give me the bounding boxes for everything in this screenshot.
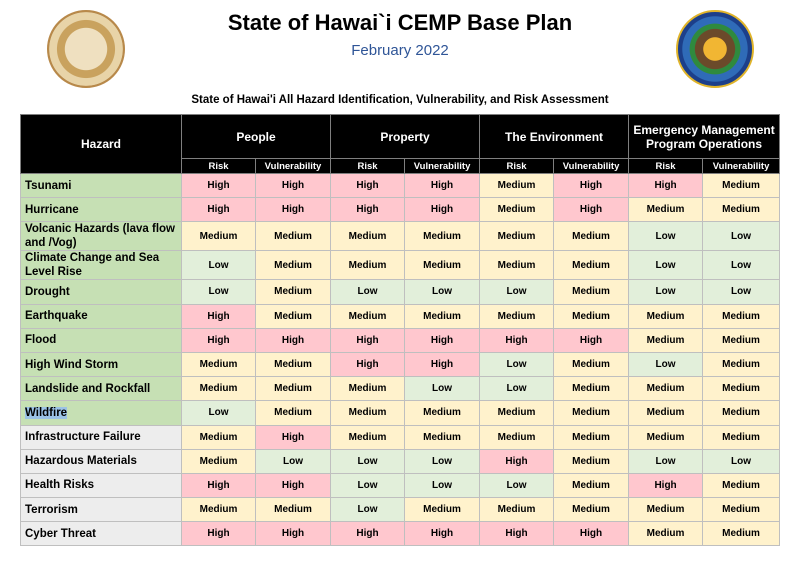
rating-cell: Medium	[256, 401, 331, 425]
hazard-name-cell	[21, 449, 182, 473]
table-row	[21, 280, 780, 304]
rating-cell: High	[182, 174, 256, 198]
rating-cell: High	[480, 522, 554, 546]
hazard-name: Landslide and Rockfall	[25, 382, 151, 395]
hazard-name: Infrastructure Failure	[25, 431, 141, 444]
rating-cell: Low	[480, 352, 554, 376]
rating-cell: Medium	[256, 304, 331, 328]
table-row	[21, 449, 780, 473]
rating-cell: Medium	[331, 401, 405, 425]
rating-cell: Low	[703, 222, 780, 251]
rating-cell: Low	[331, 473, 405, 497]
rating-cell: Medium	[405, 401, 480, 425]
rating-cell: Medium	[256, 498, 331, 522]
hazard-name-cell	[21, 174, 182, 198]
table-row	[21, 174, 780, 198]
rating-cell: High	[331, 174, 405, 198]
rating-cell: Medium	[331, 377, 405, 401]
rating-cell: Medium	[182, 498, 256, 522]
hazard-name-cell	[21, 425, 182, 449]
rating-cell: Medium	[256, 352, 331, 376]
hazard-name: Health Risks	[25, 479, 95, 492]
hazard-name-cell	[21, 222, 182, 251]
table-row	[21, 198, 780, 222]
rating-cell: High	[405, 328, 480, 352]
rating-cell: Low	[480, 377, 554, 401]
rating-cell: Medium	[480, 174, 554, 198]
rating-cell: High	[554, 328, 629, 352]
rating-cell: Medium	[331, 251, 405, 280]
hazard-name-cell	[21, 401, 182, 425]
hazard-name-cell	[21, 198, 182, 222]
rating-cell: Low	[405, 280, 480, 304]
rating-cell: Medium	[182, 222, 256, 251]
rating-cell: Medium	[554, 352, 629, 376]
rating-cell: Low	[629, 352, 703, 376]
group-header-property: Property	[331, 115, 480, 159]
hazard-name-cell	[21, 473, 182, 497]
hazard-name: Volcanic Hazards (lava flow and /Vog)	[25, 223, 175, 250]
rating-cell: Medium	[182, 449, 256, 473]
rating-cell: Medium	[629, 522, 703, 546]
rating-cell: Medium	[405, 251, 480, 280]
sub-header-risk: Risk	[331, 159, 405, 174]
rating-cell: High	[480, 328, 554, 352]
table-row	[21, 251, 780, 280]
rating-cell: Low	[629, 280, 703, 304]
rating-cell: Medium	[405, 222, 480, 251]
rating-cell: High	[256, 328, 331, 352]
rating-cell: High	[256, 425, 331, 449]
rating-cell: High	[405, 352, 480, 376]
rating-cell: Low	[405, 473, 480, 497]
rating-cell: Medium	[703, 174, 780, 198]
rating-cell: Low	[480, 280, 554, 304]
rating-cell: Medium	[480, 222, 554, 251]
rating-cell: Medium	[480, 304, 554, 328]
rating-cell: Low	[182, 280, 256, 304]
hazard-header: Hazard	[21, 115, 182, 174]
sub-header-risk: Risk	[629, 159, 703, 174]
rating-cell: Low	[182, 251, 256, 280]
rating-cell: Medium	[480, 251, 554, 280]
rating-cell: Medium	[703, 401, 780, 425]
rating-cell: High	[480, 449, 554, 473]
table-row	[21, 304, 780, 328]
rating-cell: Medium	[629, 377, 703, 401]
rating-cell: Medium	[331, 425, 405, 449]
rating-cell: Low	[405, 377, 480, 401]
group-header-people: People	[182, 115, 331, 159]
rating-cell: Medium	[629, 401, 703, 425]
rating-cell: Medium	[629, 328, 703, 352]
rating-cell: Medium	[554, 280, 629, 304]
rating-cell: Medium	[480, 401, 554, 425]
table-row	[21, 401, 780, 425]
table-row	[21, 377, 780, 401]
rating-cell: High	[331, 352, 405, 376]
hazard-name-cell	[21, 304, 182, 328]
rating-cell: Medium	[703, 425, 780, 449]
rating-cell: Medium	[256, 222, 331, 251]
rating-cell: High	[256, 174, 331, 198]
rating-cell: High	[405, 174, 480, 198]
page-subtitle: February 2022	[351, 42, 449, 59]
rating-cell: Low	[331, 449, 405, 473]
rating-cell: Medium	[554, 473, 629, 497]
hazard-name: Flood	[25, 334, 57, 347]
rating-cell: Low	[703, 280, 780, 304]
rating-cell: Medium	[703, 522, 780, 546]
rating-cell: Medium	[554, 377, 629, 401]
rating-cell: Low	[405, 449, 480, 473]
rating-cell: High	[405, 522, 480, 546]
rating-cell: Medium	[703, 473, 780, 497]
rating-cell: High	[182, 522, 256, 546]
group-header-environment: The Environment	[480, 115, 629, 159]
rating-cell: Medium	[554, 425, 629, 449]
rating-cell: Medium	[182, 352, 256, 376]
table-row	[21, 352, 780, 376]
hazard-name: Cyber Threat	[25, 527, 96, 540]
rating-cell: Medium	[182, 377, 256, 401]
rating-cell: High	[629, 174, 703, 198]
rating-cell: High	[554, 198, 629, 222]
rating-cell: Medium	[554, 401, 629, 425]
rating-cell: High	[331, 198, 405, 222]
rating-cell: Medium	[703, 352, 780, 376]
rating-cell: Low	[629, 251, 703, 280]
rating-cell: Low	[629, 222, 703, 251]
table-row	[21, 425, 780, 449]
table-row	[21, 222, 780, 251]
rating-cell: High	[405, 198, 480, 222]
hazard-name: Wildfire	[25, 406, 68, 419]
group-header-em-operations: Emergency Management Program Operations	[629, 115, 780, 159]
sub-header-vulnerability: Vulnerability	[405, 159, 480, 174]
rating-cell: Medium	[331, 222, 405, 251]
rating-cell: Medium	[405, 304, 480, 328]
table-title: State of Hawai'i All Hazard Identification, Vulnerability, and Risk Assessment	[191, 94, 609, 106]
rating-cell: Low	[331, 280, 405, 304]
rating-cell: High	[182, 304, 256, 328]
rating-cell: Medium	[256, 251, 331, 280]
hazard-name-cell	[21, 352, 182, 376]
rating-cell: Medium	[629, 498, 703, 522]
rating-cell: High	[554, 174, 629, 198]
rating-cell: Medium	[182, 425, 256, 449]
rating-cell: Medium	[256, 280, 331, 304]
sub-header-risk: Risk	[480, 159, 554, 174]
sub-header-risk: Risk	[182, 159, 256, 174]
sub-header-vulnerability: Vulnerability	[256, 159, 331, 174]
page-title: State of Hawai`i CEMP Base Plan	[227, 10, 573, 35]
rating-cell: Low	[331, 498, 405, 522]
hazard-name-cell	[21, 377, 182, 401]
rating-cell: Medium	[554, 449, 629, 473]
hazard-name-cell	[21, 498, 182, 522]
rating-cell: Medium	[554, 222, 629, 251]
rating-cell: Medium	[554, 304, 629, 328]
rating-cell: Medium	[629, 425, 703, 449]
rating-cell: Medium	[480, 425, 554, 449]
hazard-name: Terrorism	[25, 503, 78, 516]
rating-cell: High	[331, 522, 405, 546]
hazard-name-cell	[21, 328, 182, 352]
rating-cell: Medium	[480, 198, 554, 222]
hazard-name: Earthquake	[25, 310, 88, 323]
hazard-name: Drought	[25, 285, 70, 298]
rating-cell: Medium	[331, 304, 405, 328]
rating-cell: Medium	[554, 498, 629, 522]
hazard-name-cell	[21, 280, 182, 304]
rating-cell: Medium	[703, 198, 780, 222]
sub-header-vulnerability: Vulnerability	[703, 159, 780, 174]
rating-cell: Medium	[703, 328, 780, 352]
rating-cell: High	[256, 473, 331, 497]
rating-cell: High	[182, 328, 256, 352]
rating-cell: High	[182, 473, 256, 497]
table-row	[21, 498, 780, 522]
rating-cell: Medium	[629, 304, 703, 328]
rating-cell: High	[331, 328, 405, 352]
rating-cell: Medium	[256, 377, 331, 401]
rating-cell: High	[182, 198, 256, 222]
rating-cell: Medium	[703, 304, 780, 328]
rating-cell: High	[554, 522, 629, 546]
hazard-name-cell	[21, 522, 182, 546]
rating-cell: Medium	[703, 498, 780, 522]
table-body	[21, 174, 780, 546]
rating-cell: Low	[480, 473, 554, 497]
table-row	[21, 522, 780, 546]
rating-cell: Medium	[480, 498, 554, 522]
rating-cell: Low	[703, 449, 780, 473]
rating-cell: Medium	[703, 377, 780, 401]
rating-cell: High	[256, 198, 331, 222]
rating-cell: Low	[703, 251, 780, 280]
rating-cell: High	[629, 473, 703, 497]
risk-assessment-table	[20, 114, 780, 546]
hazard-name: Hurricane	[25, 203, 79, 216]
rating-cell: Medium	[554, 251, 629, 280]
rating-cell: Low	[256, 449, 331, 473]
table-row	[21, 473, 780, 497]
table-row	[21, 328, 780, 352]
rating-cell: High	[256, 522, 331, 546]
sub-header-vulnerability: Vulnerability	[554, 159, 629, 174]
hazard-name-cell	[21, 251, 182, 280]
rating-cell: Medium	[629, 198, 703, 222]
hazard-name: High Wind Storm	[25, 358, 119, 371]
rating-cell: Medium	[405, 498, 480, 522]
hazard-name: Tsunami	[25, 179, 72, 192]
hazard-name: Climate Change and Sea Level Rise	[25, 252, 160, 279]
rating-cell: Medium	[405, 425, 480, 449]
rating-cell: Low	[629, 449, 703, 473]
rating-cell: Low	[182, 401, 256, 425]
hazard-name: Hazardous Materials	[25, 455, 137, 468]
